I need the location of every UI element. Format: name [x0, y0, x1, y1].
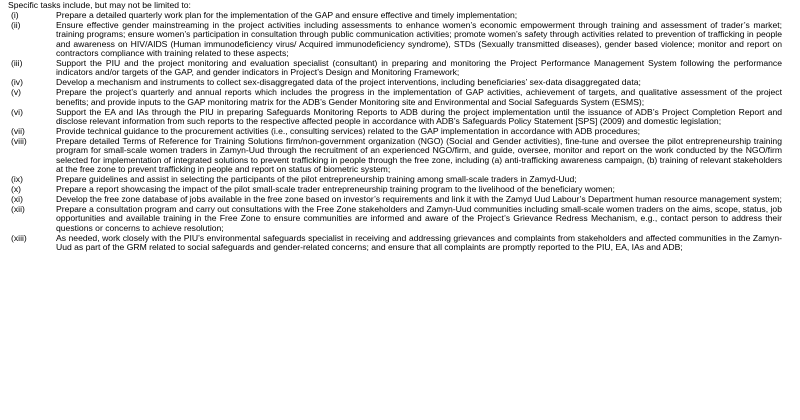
list-item-text: Develop a mechanism and instruments to collect sex-disaggregated data of the project interventions, including beneficiaries’ sex-data disaggregated data; — [56, 77, 641, 88]
list-item-number: (vi) — [11, 106, 23, 117]
list-item — [8, 127, 792, 136]
list-item — [8, 137, 792, 174]
list-item-number: (x) — [11, 183, 22, 194]
list-item — [8, 88, 792, 106]
list-item — [8, 175, 792, 184]
list-item-text: Prepare detailed Terms of Reference for Training Solutions firm/non-government organization (NGO) (Social and Gender activities), fine-tune and oversee the pilot entrepreneurship training program for small-scale women traders in Zamyn-Uud through the recruitment of an experienced NGO/firm, and guide, oversee, monitor and report on the work conducted by the NGO/firm selected for implementation of integrated solutions to prevent trafficking in people through the free zone, including (a) anti-trafficking awareness campaign, (b) training of relevant stakeholders at the free zone to prevent trafficking in people and report on status of biometric system; — [56, 136, 782, 174]
list-item-number: (xi) — [11, 194, 23, 205]
list-item-number: (viii) — [11, 136, 27, 147]
list-item — [8, 234, 792, 252]
task-list — [8, 11, 792, 252]
list-item — [8, 205, 792, 232]
list-item-text: Develop the free zone database of jobs available in the free zone based on investor’s requirements and link it with the Zamyd Uud Labour’s Department human resource management system; — [56, 194, 782, 205]
list-item-text: Ensure effective gender mainstreaming in the project activities including assessments to enhance women’s economic empowerment through training and assessment of trader’s market; training programs; ensure women’s participation in consultation through public communication activities; promote women’s safety through activities related to prevention of trafficking in people and awareness on HIV/AIDS (Human immunodeficiency virus/ Acquired immunodeficiency syndrome), STDs (Sexually transmitted diseases), gender based violence; monitor and report on contractors compliance with training related to these aspects; — [56, 20, 782, 58]
list-item — [8, 185, 792, 194]
list-item-number: (iii) — [11, 57, 23, 68]
list-item-text: Prepare guidelines and assist in selecting the participants of the pilot entrepreneurship training among small-scale traders in Zamyd-Uud; — [56, 173, 577, 184]
list-item — [8, 78, 792, 87]
list-item-number: (ii) — [11, 20, 21, 31]
list-item-number: (iv) — [11, 77, 23, 88]
list-item — [8, 21, 792, 58]
list-item-number: (i) — [11, 10, 19, 21]
list-item-text: Prepare a report showcasing the impact of the pilot small-scale trader entrepreneurship training program to the livelihood of the beneficiary women; — [56, 183, 615, 194]
list-item — [8, 108, 792, 126]
list-item-number: (vii) — [11, 126, 25, 137]
list-item-number: (xiii) — [11, 232, 27, 243]
list-item — [8, 11, 792, 20]
list-item-text: Prepare a consultation program and carry out consultations with the Free Zone stakeholders and Zamyn-Uud communities including small-scale women traders on the aims, scope, status, job opportunities and available training in the Free Zone to ensure communities are informed and aware of the Project’s Grievance Redress Mechanism, e.g., contact person to address their questions or concerns to achieve resolution; — [56, 204, 782, 233]
list-item-text: As needed, work closely with the PIU’s environmental safeguards specialist in receiving and addressing grievances and complaints from stakeholders and affected communities in the Zamyn-Uud as part of the GRM related to social safeguards and gender-related concerns; and ensure that all complaints are promptly reported to the PIU, EA, IAs and ADB; — [56, 232, 782, 252]
list-item-text: Prepare the project’s quarterly and annual reports which includes the progress in the implementation of GAP activities, achievement of targets, and qualitative assessment of the project benefits; and provide inputs to the GAP monitoring matrix for the ADB’s Gender Monitoring site and Environmental and Social Safeguards System (ESMS); — [56, 87, 782, 107]
list-item-text: Prepare a detailed quarterly work plan for the implementation of the GAP and ensure effective and timely implementation; — [56, 10, 518, 21]
list-item — [8, 59, 792, 77]
intro-text: Specific tasks include, but may not be limited to: — [8, 0, 191, 10]
list-item-number: (v) — [11, 87, 22, 98]
list-item — [8, 195, 792, 204]
list-item-number: (xii) — [11, 204, 25, 215]
list-item-number: (ix) — [11, 173, 23, 184]
list-item-text: Support the EA and IAs through the PIU in preparing Safeguards Monitoring Reports to ADB during the project implementation until the issuance of ADB’s Project Completion Report and disclose relevant information from such reports to the respective affected people in accordance with ADB’s Safeguards Policy Statement [SPS] (2009) and domestic legislation; — [56, 106, 782, 126]
list-item-text: Provide technical guidance to the procurement activities (i.e., consulting services) related to the GAP implementation in accordance with ADB procedures; — [56, 126, 641, 137]
list-item-text: Support the PIU and the project monitoring and evaluation specialist (consultant) in preparing and monitoring the Project Performance Management System following the performance indicators and/or targets of the GAP, and gender indicators in Project’s Design and Monitoring Framework; — [56, 57, 782, 78]
